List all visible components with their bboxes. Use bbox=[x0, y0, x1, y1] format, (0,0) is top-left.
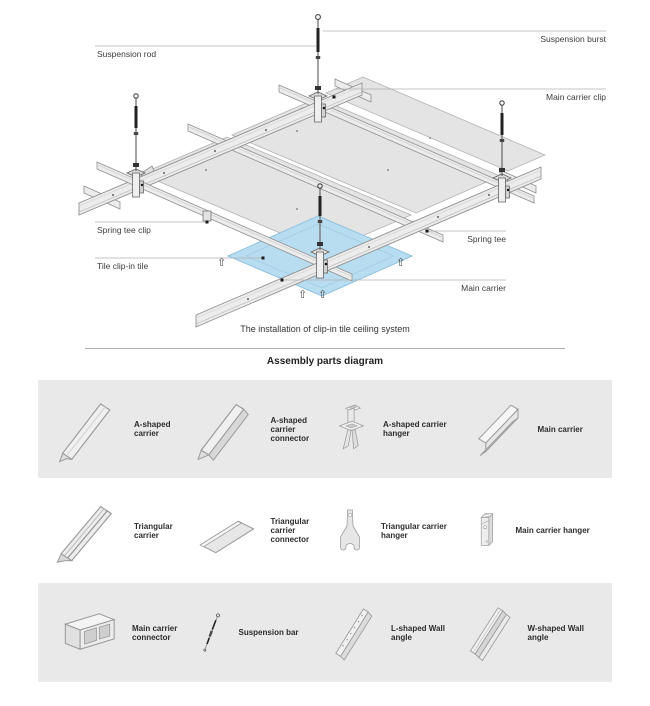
part-a-shaped-carrier-connector bbox=[189, 389, 326, 469]
assembly-title: Assembly parts diagram bbox=[266, 356, 384, 367]
part-main-carrier-hanger bbox=[462, 491, 599, 571]
part-triangular-carrier-hanger bbox=[325, 491, 462, 571]
suspension-bar-icon bbox=[189, 591, 233, 675]
part-label: Main carrier connector bbox=[132, 623, 178, 642]
figure-caption: The installation of clip-in tile ceiling system bbox=[240, 324, 410, 334]
l-shaped-wall-angle-icon bbox=[325, 591, 385, 675]
main-carrier-hanger-icon bbox=[462, 491, 510, 571]
clip-arrow-icon: ⇧ bbox=[396, 257, 406, 269]
label-main-carrier-clip: Main carrier clip bbox=[546, 92, 606, 102]
label-suspension-rod: Suspension rod bbox=[97, 49, 157, 59]
part-l-shaped-wall-angle bbox=[325, 591, 462, 675]
triangular-carrier-icon bbox=[52, 491, 128, 571]
part-w-shaped-wall-angle bbox=[462, 591, 599, 675]
triangular-carrier-connector-icon bbox=[189, 496, 265, 566]
part-label: Triangular carrier hanger bbox=[381, 521, 447, 540]
main-carrier-icon bbox=[462, 390, 532, 468]
parts-row-3 bbox=[38, 583, 612, 682]
w-shaped-wall-angle-icon bbox=[462, 591, 522, 675]
section-divider bbox=[85, 348, 565, 349]
part-label: Main carrier bbox=[537, 424, 583, 434]
part-label: A-shaped carrier hanger bbox=[383, 420, 447, 438]
triangular-carrier-hanger-icon bbox=[325, 491, 375, 571]
part-a-shaped-carrier bbox=[52, 389, 189, 469]
a-shaped-carrier-hanger-icon bbox=[325, 387, 377, 471]
label-spring-tee-clip: Spring tee clip bbox=[97, 225, 151, 235]
assembly-parts-grid bbox=[38, 380, 612, 682]
suspension-rod-left bbox=[133, 94, 139, 171]
part-a-shaped-carrier-hanger bbox=[325, 387, 462, 471]
part-triangular-carrier-connector bbox=[189, 496, 326, 566]
part-label: Main carrier hanger bbox=[515, 526, 590, 535]
ceiling-system-figure bbox=[0, 0, 650, 348]
label-suspension-burst: Suspension burst bbox=[540, 34, 606, 44]
clip-arrow-icon: ⇧ bbox=[318, 289, 328, 301]
a-shaped-carrier-connector-icon bbox=[189, 389, 265, 469]
part-label: A-shaped carrier connector bbox=[270, 415, 310, 443]
label-main-carrier: Main carrier bbox=[461, 283, 506, 293]
part-label: Triangular carrier connector bbox=[270, 517, 310, 544]
parts-row-1 bbox=[38, 380, 612, 478]
part-label: L-shaped Wall angle bbox=[391, 623, 445, 642]
main-carrier-connector-icon bbox=[52, 595, 126, 671]
part-label: W-shaped Wall angle bbox=[527, 623, 584, 642]
part-suspension-bar bbox=[189, 591, 326, 675]
label-spring-tee: Spring tee bbox=[467, 234, 506, 244]
part-triangular-carrier bbox=[52, 491, 189, 571]
clip-arrow-icon: ⇧ bbox=[217, 257, 227, 269]
a-shaped-carrier-icon bbox=[52, 389, 128, 469]
spring-tee-clip-part bbox=[203, 211, 211, 221]
part-label: Triangular carrier bbox=[134, 521, 173, 540]
suspension-rod-top bbox=[315, 15, 321, 94]
label-tile-clip-in-tile: Tile clip-in tile bbox=[97, 261, 149, 271]
parts-row-2 bbox=[38, 478, 612, 583]
part-main-carrier-connector bbox=[52, 595, 189, 671]
part-label: A-shaped carrier bbox=[134, 420, 171, 438]
clip-arrow-icon: ⇧ bbox=[298, 289, 308, 301]
part-main-carrier bbox=[462, 390, 599, 468]
part-label: Suspension bar bbox=[238, 628, 299, 637]
